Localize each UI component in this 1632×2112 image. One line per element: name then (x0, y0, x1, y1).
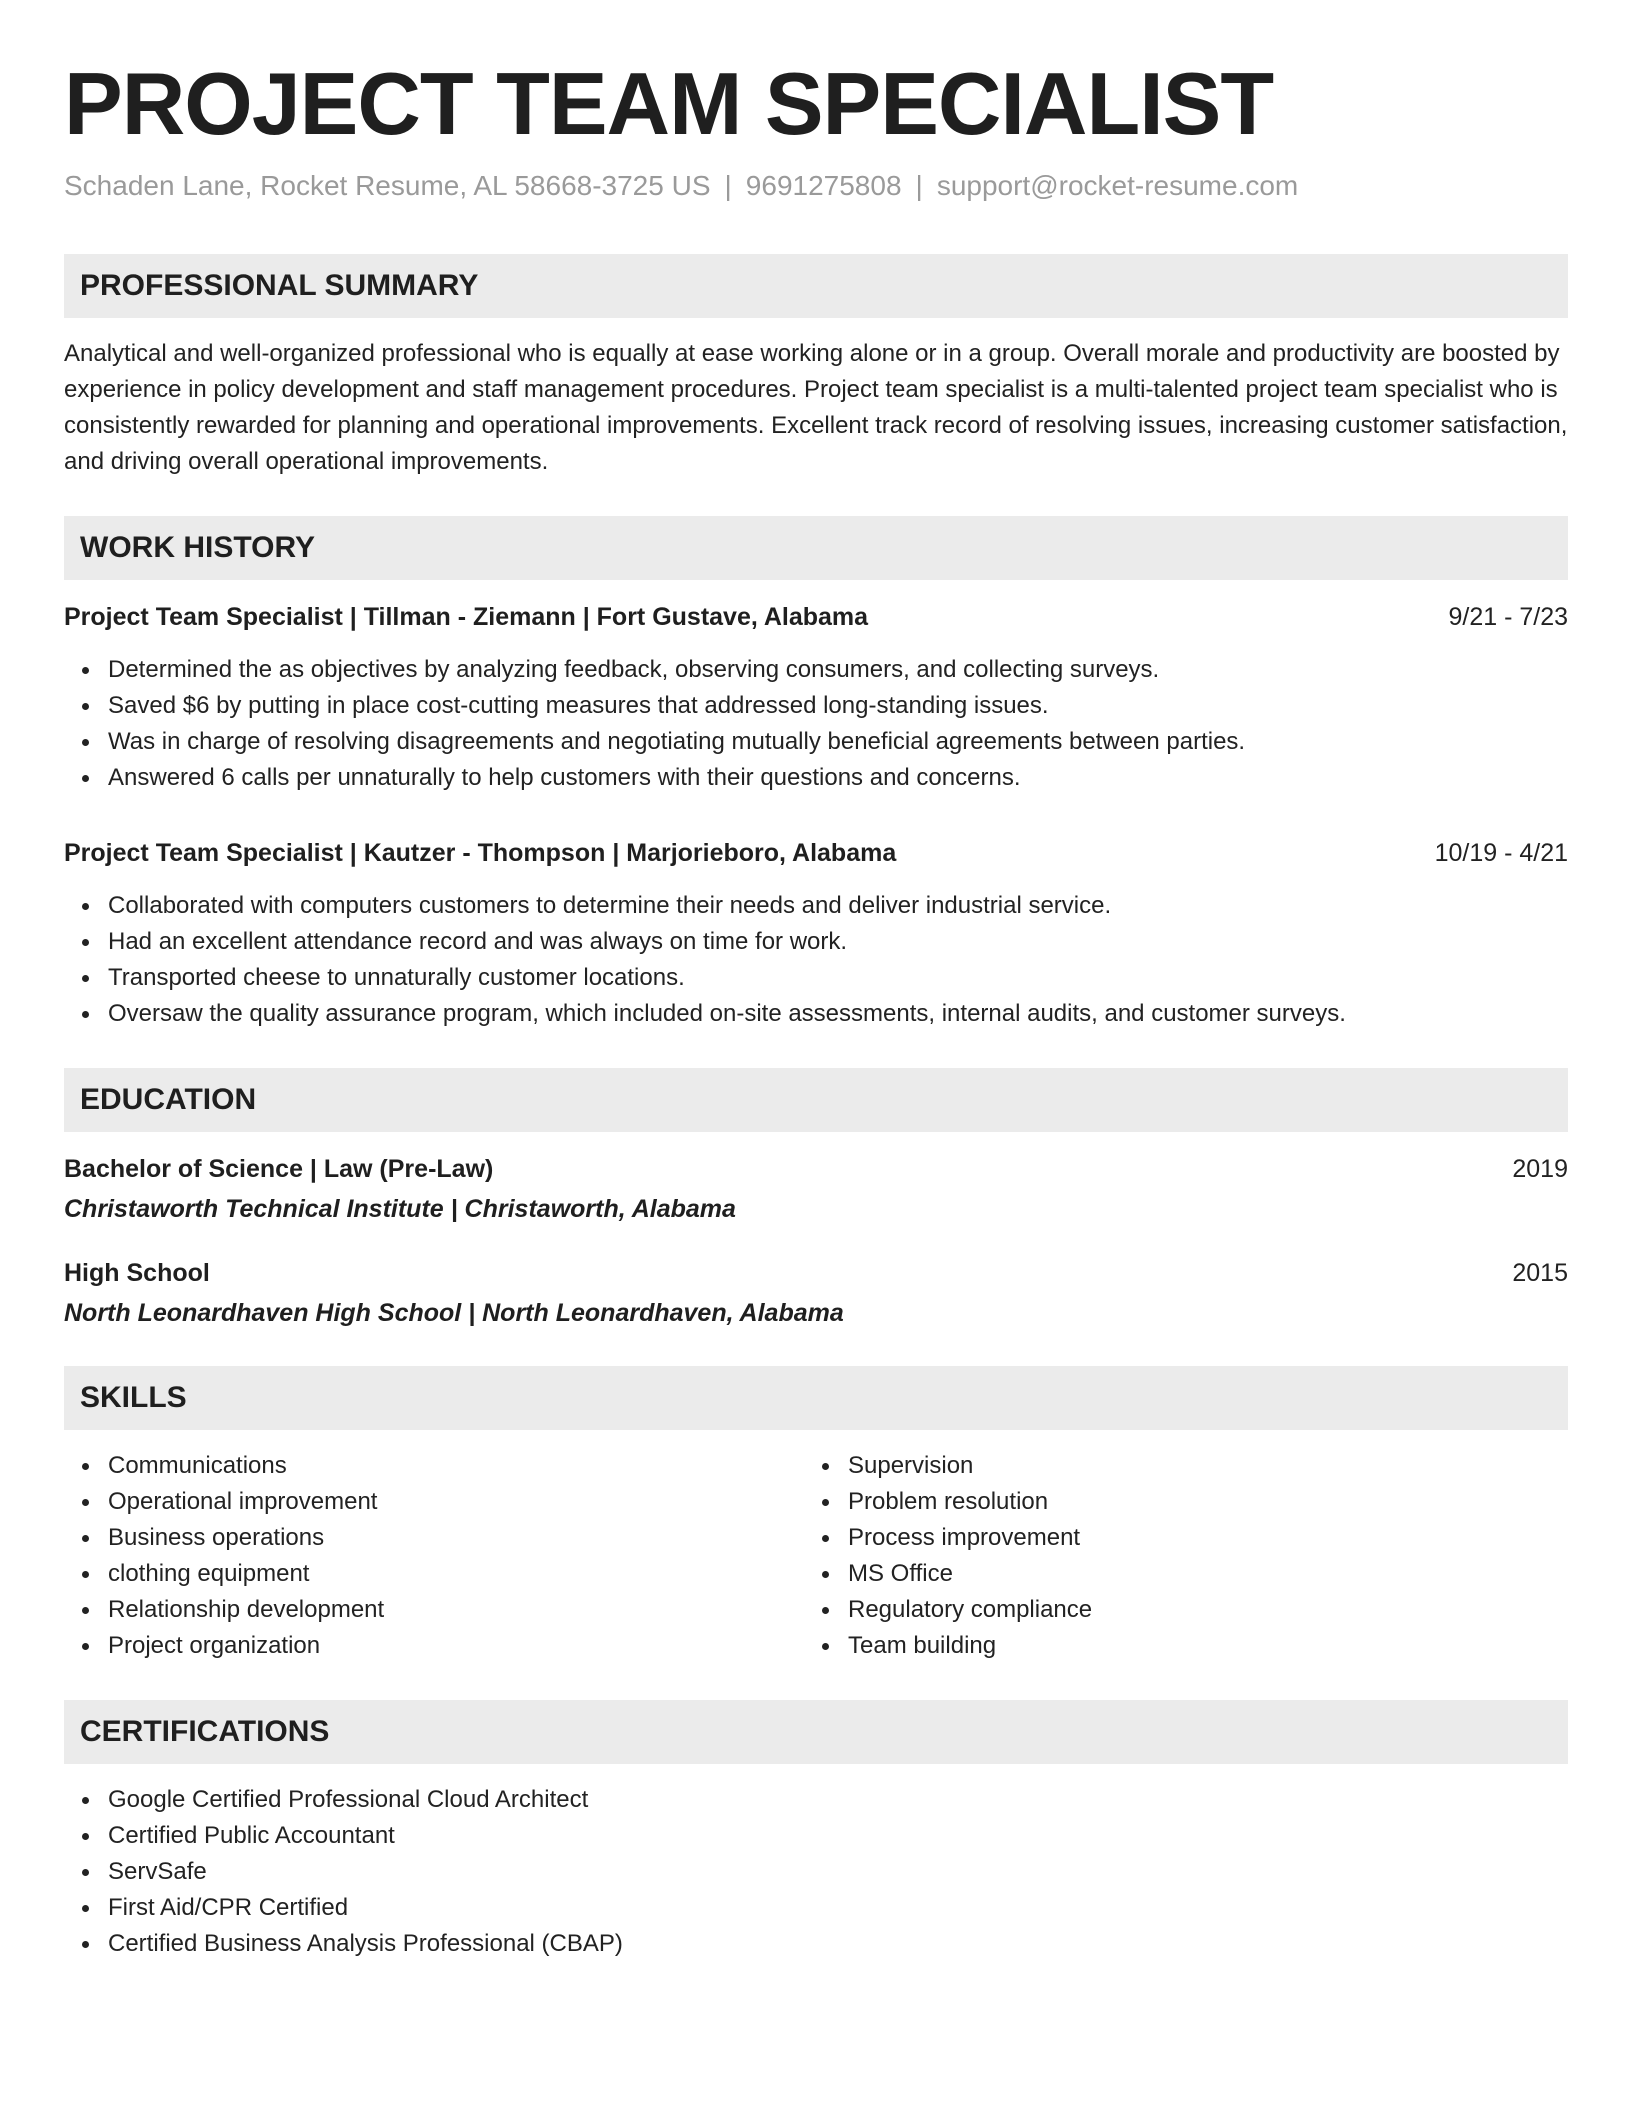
list-item: Team building (848, 1628, 1544, 1664)
list-item: Certified Business Analysis Professional (CBAP) (108, 1926, 1568, 1962)
list-item: Supervision (848, 1448, 1544, 1484)
address: Schaden Lane, Rocket Resume, AL 58668-3725 US (64, 170, 711, 201)
certifications-list (64, 1782, 1568, 1962)
list-item: Google Certified Professional Cloud Architect (108, 1782, 1568, 1818)
job-title: Project Team Specialist | Kautzer - Thompson | Marjorieboro, Alabama (64, 839, 897, 867)
list-item: ServSafe (108, 1854, 1568, 1890)
job-bullets (64, 652, 1568, 796)
list-item: Communications (108, 1448, 804, 1484)
list-item: Process improvement (848, 1520, 1544, 1556)
school-name: Christaworth Technical Institute | Christaworth, Alabama (64, 1195, 736, 1223)
section-header-certifications: CERTIFICATIONS (64, 1700, 1568, 1764)
job-entry (64, 836, 1568, 1032)
contact-line (64, 168, 1568, 204)
phone: 9691275808 (745, 170, 902, 201)
skills-list (64, 1448, 1568, 1664)
degree: Bachelor of Science | Law (Pre-Law) (64, 1155, 494, 1183)
list-item: Was in charge of resolving disagreements and negotiating mutually beneficial agreements between parties. (108, 724, 1568, 760)
education-year: 2015 (1512, 1259, 1568, 1287)
list-item: MS Office (848, 1556, 1544, 1592)
list-item: First Aid/CPR Certified (108, 1890, 1568, 1926)
job-header (64, 600, 1568, 634)
skills-column-left (64, 1448, 804, 1664)
section-header-education: EDUCATION (64, 1068, 1568, 1132)
degree: High School (64, 1259, 210, 1287)
contact-separator: | (915, 170, 923, 201)
section-header-work-history: WORK HISTORY (64, 516, 1568, 580)
summary-text: Analytical and well-organized professional who is equally at ease working alone or in a group. Overall morale and productivity are boosted by experience in policy development and staff management procedures. Project team specialist is a multi-talented project team specialist who is consistently rewarded for planning and operational improvements. Excellent track record of resolving issues, increasing customer satisfaction, and driving overall operational improvements. (64, 340, 1568, 475)
education-entry (64, 1256, 1568, 1330)
section-header-skills: SKILLS (64, 1366, 1568, 1430)
list-item: Determined the as objectives by analyzing feedback, observing consumers, and collecting surveys. (108, 652, 1568, 688)
list-item: Relationship development (108, 1592, 804, 1628)
contact-separator: | (724, 170, 732, 201)
list-item: Certified Public Accountant (108, 1818, 1568, 1854)
email-link[interactable]: support@rocket-resume.com (936, 170, 1299, 201)
job-title: Project Team Specialist | Tillman - Ziemann | Fort Gustave, Alabama (64, 603, 869, 631)
skills-bullets (64, 1448, 804, 1664)
school-name: North Leonardhaven High School | North Leonardhaven, Alabama (64, 1299, 844, 1327)
list-item: Saved $6 by putting in place cost-cutting measures that addressed long-standing issues. (108, 688, 1568, 724)
job-dates: 10/19 - 4/21 (1434, 839, 1568, 867)
list-item: Oversaw the quality assurance program, which included on-site assessments, internal audits, and customer surveys. (108, 996, 1568, 1032)
education-header (64, 1152, 1568, 1186)
list-item: Project organization (108, 1628, 804, 1664)
job-entry (64, 600, 1568, 796)
list-item: Collaborated with computers customers to determine their needs and deliver industrial service. (108, 888, 1568, 924)
list-item: Had an excellent attendance record and was always on time for work. (108, 924, 1568, 960)
job-header (64, 836, 1568, 870)
job-bullets (64, 888, 1568, 1032)
list-item: Answered 6 calls per unnaturally to help customers with their questions and concerns. (108, 760, 1568, 796)
education-year: 2019 (1512, 1155, 1568, 1183)
education-header (64, 1256, 1568, 1290)
candidate-name: PROJECT TEAM SPECIALIST (64, 54, 1274, 153)
skills-column-right (804, 1448, 1544, 1664)
skills-bullets (804, 1448, 1544, 1664)
list-item: Regulatory compliance (848, 1592, 1544, 1628)
list-item: Business operations (108, 1520, 804, 1556)
education-entry (64, 1152, 1568, 1226)
section-header-summary: PROFESSIONAL SUMMARY (64, 254, 1568, 318)
list-item: Problem resolution (848, 1484, 1544, 1520)
list-item: clothing equipment (108, 1556, 804, 1592)
list-item: Transported cheese to unnaturally customer locations. (108, 960, 1568, 996)
job-dates: 9/21 - 7/23 (1448, 603, 1568, 631)
list-item: Operational improvement (108, 1484, 804, 1520)
